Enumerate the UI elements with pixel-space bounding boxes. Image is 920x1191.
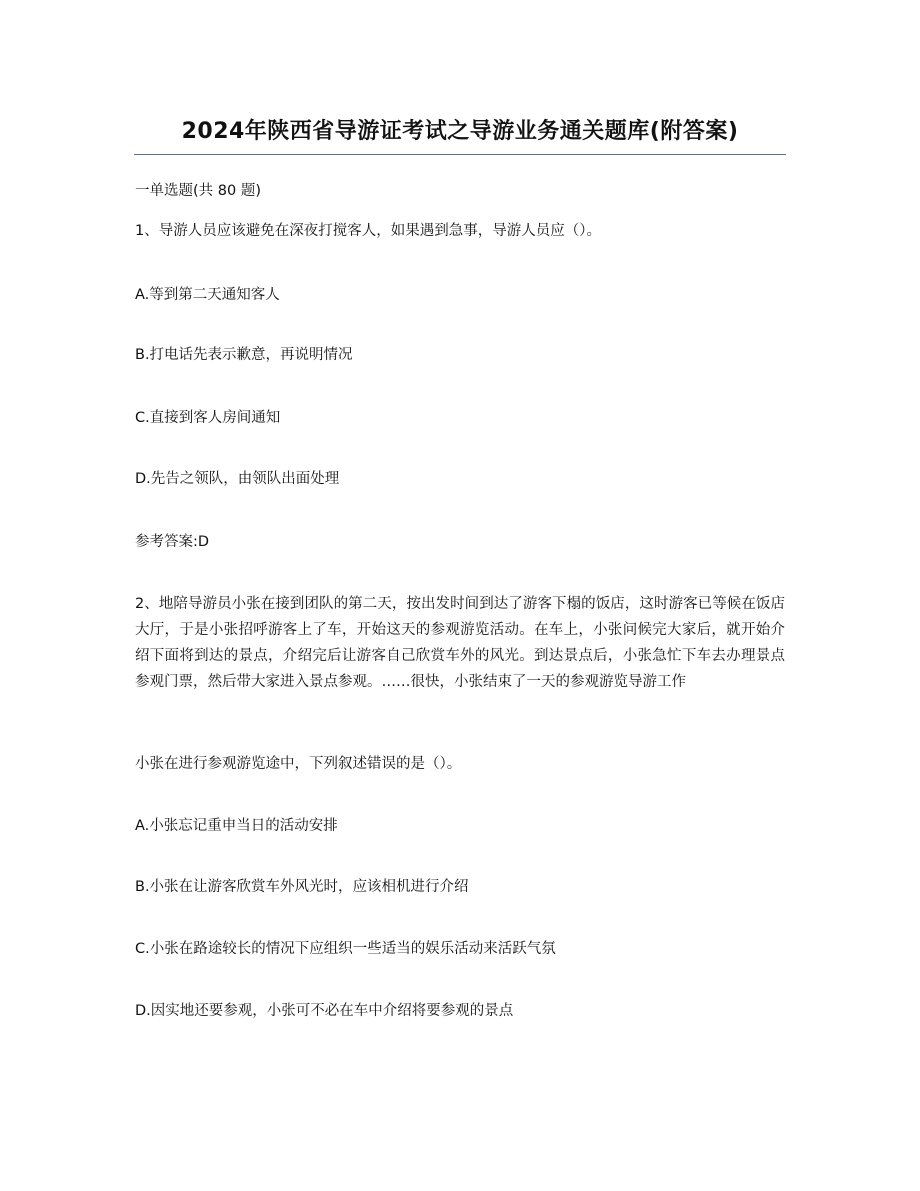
question-1-option-d: D.先告之领队，由领队出面处理 xyxy=(135,471,340,487)
question-2-option-d: D.因实地还要参观，小张可不必在车中介绍将要参观的景点 xyxy=(135,1003,514,1019)
section-header: 一单选题(共 80 题) xyxy=(135,183,261,199)
question-1-stem: 1、导游人员应该避免在深夜打搅客人，如果遇到急事，导游人员应（）。 xyxy=(135,223,601,239)
question-1-answer: 参考答案:D xyxy=(135,534,210,550)
question-2-option-c: C.小张在路途较长的情况下应组织一些适当的娱乐活动来活跃气氛 xyxy=(135,941,556,957)
question-2-option-a: A.小张忘记重申当日的活动安排 xyxy=(135,818,338,834)
question-2-sub-question: 小张在进行参观游览途中，下列叙述错误的是（）。 xyxy=(135,756,462,772)
question-2-stem: 2、地陪导游员小张在接到团队的第二天，按出发时间到达了游客下榻的饭店，这时游客已等候在饭店大厅，于是小张招呼游客上了车，开始这天的参观游览活动。在车上，小张问候完大家后，就开始介绍下面将到达的景点，介绍完后让游客自己欣赏车外的风光。到达景点后，小张急忙下车去办理景点参观门票，然后带大家进入景点参观。……很快，小张结束了一天的参观游览导游工作 xyxy=(135,596,785,690)
question-1-option-b: B.打电话先表示歉意，再说明情况 xyxy=(135,347,353,363)
document-title: 2024年陕西省导游证考试之导游业务通关题库(附答案) xyxy=(181,119,739,144)
question-2-option-b: B.小张在让游客欣赏车外风光时，应该相机进行介绍 xyxy=(135,879,469,895)
question-1-option-a: A.等到第二天通知客人 xyxy=(135,287,280,303)
title-underline xyxy=(134,154,786,155)
question-1-option-c: C.直接到客人房间通知 xyxy=(135,410,281,426)
